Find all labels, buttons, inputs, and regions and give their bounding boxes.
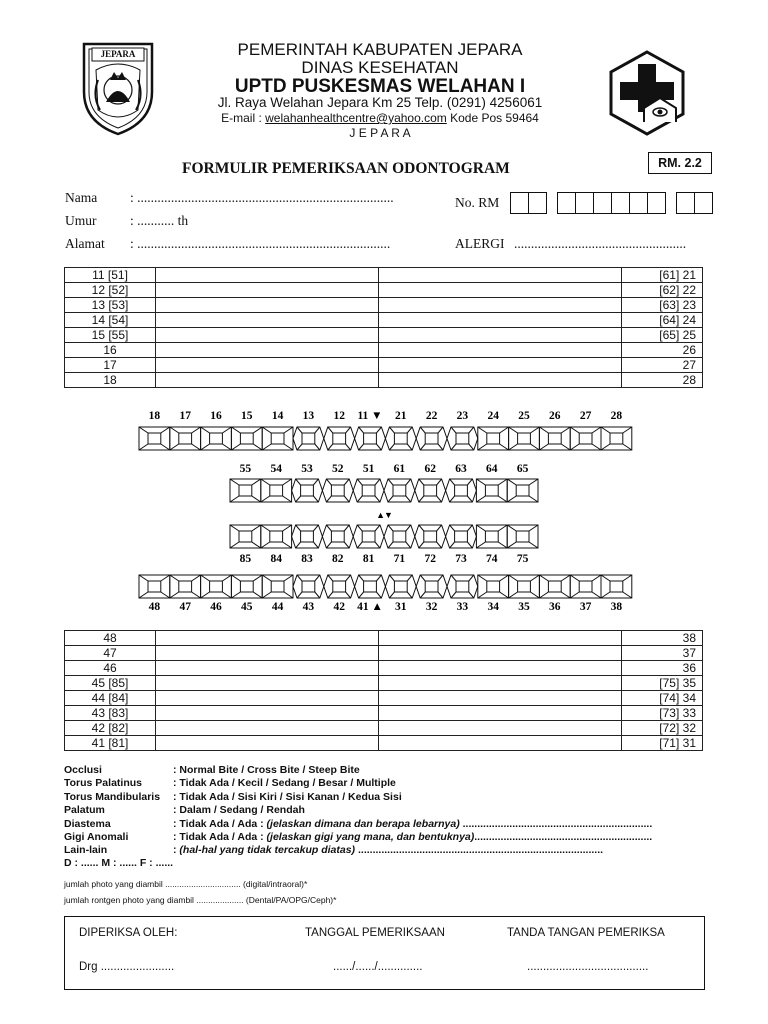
tooth-notes-left[interactable] bbox=[156, 646, 379, 661]
form-title: FORMULIR PEMERIKSAAN ODONTOGRAM bbox=[182, 160, 510, 177]
tooth-diagram[interactable] bbox=[478, 427, 509, 450]
tooth-diagram[interactable] bbox=[447, 575, 478, 598]
tooth-notes-left[interactable] bbox=[156, 676, 379, 691]
tooth-label: 17 bbox=[179, 410, 191, 422]
tooth-notes-left[interactable] bbox=[156, 283, 379, 298]
tooth-diagram[interactable] bbox=[476, 479, 507, 502]
tooth-label: 82 bbox=[332, 553, 344, 565]
tooth-number-left: 14 [54] bbox=[65, 313, 156, 328]
tooth-notes-left[interactable] bbox=[156, 343, 379, 358]
tooth-notes-left[interactable] bbox=[156, 721, 379, 736]
norm-box[interactable] bbox=[510, 192, 529, 214]
tooth-diagram[interactable] bbox=[385, 427, 416, 450]
table-row bbox=[65, 676, 703, 691]
tooth-label: 36 bbox=[549, 601, 561, 613]
tooth-diagram[interactable] bbox=[322, 479, 353, 502]
tooth-label: 23 bbox=[456, 410, 469, 422]
tooth-number-left: 43 [83] bbox=[65, 706, 156, 721]
table-row bbox=[65, 268, 703, 283]
tooth-diagram[interactable] bbox=[355, 427, 386, 450]
tooth-diagram[interactable] bbox=[509, 575, 540, 598]
center-arrows: ▲▼ bbox=[376, 510, 392, 520]
tooth-number-right: [65] 25 bbox=[622, 328, 703, 343]
tooth-diagram[interactable] bbox=[384, 479, 415, 502]
tooth-label: 75 bbox=[516, 553, 529, 565]
tooth-label: 28 bbox=[610, 410, 623, 422]
tooth-diagram[interactable] bbox=[415, 525, 446, 548]
tooth-diagram[interactable] bbox=[230, 479, 261, 502]
tooth-diagram[interactable] bbox=[476, 525, 507, 548]
tooth-label: 26 bbox=[549, 410, 561, 422]
norm-box[interactable] bbox=[647, 192, 666, 214]
table-row bbox=[65, 328, 703, 343]
tooth-diagram[interactable] bbox=[201, 575, 232, 598]
signature-label: TANDA TANGAN PEMERIKSA bbox=[507, 927, 665, 939]
tooth-number-right: 37 bbox=[622, 646, 703, 661]
tooth-number-left: 44 [84] bbox=[65, 691, 156, 706]
logo-text: JEPARA bbox=[100, 49, 136, 59]
tooth-diagram[interactable] bbox=[170, 575, 201, 598]
tooth-diagram[interactable] bbox=[293, 427, 324, 450]
table-row bbox=[65, 736, 703, 751]
tooth-number-left: 12 [52] bbox=[65, 283, 156, 298]
tooth-notes-right[interactable] bbox=[379, 676, 622, 691]
norm-label: No. RM bbox=[455, 195, 500, 210]
tooth-number-right: [62] 22 bbox=[622, 283, 703, 298]
tooth-notes-right[interactable] bbox=[379, 343, 622, 358]
table-row bbox=[65, 706, 703, 721]
exam-row bbox=[64, 844, 652, 857]
tooth-notes-right[interactable] bbox=[379, 298, 622, 313]
tooth-diagram[interactable] bbox=[261, 479, 292, 502]
exam-row bbox=[64, 818, 652, 831]
header-address: Jl. Raya Welahan Jepara Km 25 Telp. (0291) 4256061 bbox=[217, 95, 543, 110]
signature-box bbox=[64, 916, 705, 990]
header-contact bbox=[150, 111, 610, 125]
rontgen-count-line[interactable]: jumlah rontgen photo yang diambil .................... (Dental/PA/OPG/Ceph)* bbox=[64, 895, 337, 905]
tooth-label: 21 bbox=[395, 410, 407, 422]
tooth-number-left: 45 [85] bbox=[65, 676, 156, 691]
tooth-diagram[interactable] bbox=[324, 427, 355, 450]
nama-field[interactable]: : ............................................................................ bbox=[130, 190, 394, 205]
tooth-diagram[interactable] bbox=[509, 427, 540, 450]
tooth-diagram[interactable] bbox=[139, 427, 170, 450]
norm-box[interactable] bbox=[593, 192, 612, 214]
table-row bbox=[65, 283, 703, 298]
exam-value[interactable]: : Tidak Ada / Ada : (jelaskan dimana dan berapa lebarnya) ................................................................. bbox=[173, 817, 653, 830]
umur-field[interactable]: : ........... th bbox=[130, 213, 189, 228]
tooth-diagram[interactable] bbox=[324, 575, 355, 598]
tooth-label: 18 bbox=[148, 410, 161, 422]
tooth-notes-right[interactable] bbox=[379, 268, 622, 283]
tooth-notes-left[interactable] bbox=[156, 691, 379, 706]
norm-box[interactable] bbox=[557, 192, 576, 214]
exam-value[interactable]: : (hal-hal yang tidak tercakup diatas) .................................................................................... bbox=[173, 844, 604, 857]
tooth-diagram[interactable] bbox=[507, 479, 538, 502]
tooth-label: 11 ▼ bbox=[357, 410, 383, 422]
tooth-number-right: 26 bbox=[622, 343, 703, 358]
exam-value[interactable]: : Tidak Ada / Sisi Kiri / Sisi Kanan / Kedua Sisi bbox=[173, 790, 402, 803]
tooth-diagram[interactable] bbox=[292, 479, 323, 502]
tooth-notes-right[interactable] bbox=[379, 721, 622, 736]
exam-date-field[interactable]: ....../....../.............. bbox=[333, 961, 423, 973]
tooth-diagram[interactable] bbox=[539, 575, 570, 598]
tooth-number-left: 11 [51] bbox=[65, 268, 156, 283]
tooth-label: 32 bbox=[425, 601, 438, 613]
tooth-label: 55 bbox=[239, 463, 252, 475]
tooth-number-left: 41 [81] bbox=[65, 736, 156, 751]
table-row bbox=[65, 661, 703, 676]
tooth-notes-left[interactable] bbox=[156, 358, 379, 373]
tooth-notes-right[interactable] bbox=[379, 646, 622, 661]
tooth-label: 54 bbox=[270, 463, 282, 475]
tooth-label: 27 bbox=[579, 410, 592, 422]
exam-value[interactable]: : Tidak Ada / Ada : (jelaskan gigi yang mana, dan bentuknya)............................................................. bbox=[173, 831, 653, 844]
umur-label: Umur bbox=[65, 213, 97, 228]
alamat-label: Alamat bbox=[65, 236, 105, 251]
tooth-diagram[interactable] bbox=[262, 575, 293, 598]
header-institution: UPTD PUSKESMAS WELAHAN I bbox=[234, 76, 526, 97]
tooth-label: 72 bbox=[424, 553, 436, 565]
tooth-label: 65 bbox=[516, 463, 529, 475]
tooth-number-right: [64] 24 bbox=[622, 313, 703, 328]
exam-label: Diastema bbox=[64, 817, 111, 830]
alamat-field[interactable]: : ........................................................................... bbox=[130, 236, 391, 251]
tooth-number-left: 15 [55] bbox=[65, 328, 156, 343]
jepara-logo bbox=[80, 40, 156, 136]
tooth-number-left: 17 bbox=[65, 358, 156, 373]
tooth-label: 52 bbox=[332, 463, 344, 475]
tooth-diagram[interactable] bbox=[139, 575, 170, 598]
tooth-diagram[interactable] bbox=[293, 575, 324, 598]
tooth-diagram[interactable] bbox=[231, 427, 262, 450]
tooth-notes-right[interactable] bbox=[379, 691, 622, 706]
table-row bbox=[65, 343, 703, 358]
table-row bbox=[65, 721, 703, 736]
tooth-diagram[interactable] bbox=[353, 525, 384, 548]
tooth-label: 62 bbox=[424, 463, 436, 475]
photo-count-line[interactable]: jumlah photo yang diambil ................................ (digital/intraoral)* bbox=[64, 879, 308, 889]
tooth-label: 33 bbox=[456, 601, 469, 613]
tooth-diagram[interactable] bbox=[261, 525, 292, 548]
tooth-label: 84 bbox=[270, 553, 282, 565]
tooth-number-right: [63] 23 bbox=[622, 298, 703, 313]
tooth-notes-right[interactable] bbox=[379, 328, 622, 343]
tooth-diagram[interactable] bbox=[601, 575, 632, 598]
tooth-label: 47 bbox=[179, 601, 191, 613]
tooth-notes-right[interactable] bbox=[379, 706, 622, 721]
exam-label: Gigi Anomali bbox=[64, 831, 129, 844]
table-row bbox=[65, 646, 703, 661]
tooth-number-left: 46 bbox=[65, 661, 156, 676]
alergi-label: ALERGI bbox=[455, 236, 505, 251]
tooth-notes-left[interactable] bbox=[156, 373, 379, 388]
tooth-label: 45 bbox=[241, 601, 253, 613]
tooth-label: 46 bbox=[210, 601, 222, 613]
tooth-label: 24 bbox=[487, 410, 499, 422]
upper-teeth-table bbox=[64, 267, 703, 388]
tooth-label: 48 bbox=[148, 601, 161, 613]
email-label: E-mail : bbox=[221, 111, 266, 125]
tooth-diagram[interactable] bbox=[231, 575, 262, 598]
exam-label: Torus Mandibularis bbox=[64, 790, 161, 803]
tooth-diagram[interactable] bbox=[570, 575, 601, 598]
tooth-label: 64 bbox=[486, 463, 498, 475]
tooth-label: 81 bbox=[362, 553, 375, 565]
tooth-diagram[interactable] bbox=[570, 427, 601, 450]
tooth-label: 83 bbox=[301, 553, 313, 565]
tooth-notes-left[interactable] bbox=[156, 328, 379, 343]
tooth-notes-right[interactable] bbox=[379, 313, 622, 328]
tooth-label: 14 bbox=[271, 410, 284, 422]
tooth-number-right: 28 bbox=[622, 373, 703, 388]
exam-section bbox=[64, 764, 652, 858]
odontogram-chart bbox=[0, 405, 768, 620]
tooth-diagram[interactable] bbox=[170, 427, 201, 450]
dmf-line[interactable]: D : ...... M : ...... F : ...... bbox=[64, 857, 174, 869]
tooth-number-right: [74] 34 bbox=[622, 691, 703, 706]
tooth-diagram[interactable] bbox=[601, 427, 632, 450]
tooth-number-left: 42 [82] bbox=[65, 721, 156, 736]
tooth-number-right: [75] 35 bbox=[622, 676, 703, 691]
header-department: DINAS KESEHATAN bbox=[301, 58, 459, 77]
form-code-box: RM. 2.2 bbox=[648, 152, 712, 174]
tooth-diagram[interactable] bbox=[415, 479, 446, 502]
table-row bbox=[65, 298, 703, 313]
tooth-notes-left[interactable] bbox=[156, 661, 379, 676]
tooth-label: 13 bbox=[302, 410, 315, 422]
norm-box[interactable] bbox=[629, 192, 648, 214]
exam-date-label: TANGGAL PEMERIKSAAN bbox=[305, 927, 445, 939]
exam-value[interactable]: : Dalam / Sedang / Rendah bbox=[173, 804, 305, 817]
tooth-notes-right[interactable] bbox=[379, 661, 622, 676]
exam-row bbox=[64, 804, 652, 817]
exam-row bbox=[64, 764, 652, 777]
tooth-notes-left[interactable] bbox=[156, 313, 379, 328]
header-city: J E P A R A bbox=[349, 126, 411, 140]
tooth-diagram[interactable] bbox=[507, 525, 538, 548]
tooth-label: 38 bbox=[610, 601, 623, 613]
table-row bbox=[65, 313, 703, 328]
nama-label: Nama bbox=[65, 190, 98, 205]
tooth-diagram[interactable] bbox=[446, 525, 477, 548]
table-row bbox=[65, 358, 703, 373]
tooth-diagram[interactable] bbox=[539, 427, 570, 450]
table-row bbox=[65, 373, 703, 388]
tooth-label: 12 bbox=[333, 410, 345, 422]
signature-field[interactable]: ...................................... bbox=[527, 961, 649, 973]
tooth-label: 34 bbox=[487, 601, 499, 613]
alergi-field[interactable]: ................................................... bbox=[514, 236, 687, 251]
tooth-diagram[interactable] bbox=[446, 479, 477, 502]
tooth-label: 51 bbox=[362, 463, 375, 475]
norm-box[interactable] bbox=[575, 192, 594, 214]
tooth-label: 53 bbox=[301, 463, 313, 475]
tooth-diagram[interactable] bbox=[262, 427, 293, 450]
tooth-diagram[interactable] bbox=[385, 575, 416, 598]
exam-label: Lain-lain bbox=[64, 844, 108, 857]
lower-teeth-table bbox=[64, 630, 703, 751]
tooth-label: 71 bbox=[393, 553, 406, 565]
tooth-label: 44 bbox=[271, 601, 284, 613]
puskesmas-logo bbox=[608, 50, 686, 136]
exam-row bbox=[64, 777, 652, 790]
tooth-number-right: [61] 21 bbox=[622, 268, 703, 283]
tooth-notes-right[interactable] bbox=[379, 631, 622, 646]
tooth-number-left: 48 bbox=[65, 631, 156, 646]
tooth-label: 22 bbox=[425, 410, 438, 422]
header-government: PEMERINTAH KABUPATEN JEPARA bbox=[237, 40, 523, 59]
tooth-number-right: [73] 33 bbox=[622, 706, 703, 721]
tooth-label: 15 bbox=[241, 410, 253, 422]
exam-row bbox=[64, 831, 652, 844]
tooth-label: 73 bbox=[455, 553, 467, 565]
tooth-number-left: 18 bbox=[65, 373, 156, 388]
table-row bbox=[65, 631, 703, 646]
tooth-diagram[interactable] bbox=[416, 427, 447, 450]
tooth-diagram[interactable] bbox=[416, 575, 447, 598]
tooth-diagram[interactable] bbox=[292, 525, 323, 548]
norm-box[interactable] bbox=[694, 192, 713, 214]
tooth-notes-right[interactable] bbox=[379, 283, 622, 298]
tooth-label: 41 ▲ bbox=[357, 601, 383, 613]
tooth-number-right: 38 bbox=[622, 631, 703, 646]
tooth-diagram[interactable] bbox=[322, 525, 353, 548]
tooth-notes-left[interactable] bbox=[156, 736, 379, 751]
tooth-label: 42 bbox=[333, 601, 345, 613]
examined-by-label: DIPERIKSA OLEH: bbox=[79, 927, 178, 939]
tooth-number-left: 47 bbox=[65, 646, 156, 661]
tooth-label: 85 bbox=[239, 553, 252, 565]
norm-box[interactable] bbox=[528, 192, 547, 214]
tooth-notes-left[interactable] bbox=[156, 268, 379, 283]
exam-value[interactable]: : Normal Bite / Cross Bite / Steep Bite bbox=[173, 764, 360, 776]
norm-box[interactable] bbox=[676, 192, 695, 214]
exam-label: Torus Palatinus bbox=[64, 777, 142, 790]
tooth-diagram[interactable] bbox=[355, 575, 386, 598]
tooth-notes-right[interactable] bbox=[379, 358, 622, 373]
tooth-notes-left[interactable] bbox=[156, 706, 379, 721]
tooth-diagram[interactable] bbox=[447, 427, 478, 450]
tooth-number-right: 27 bbox=[622, 358, 703, 373]
postal-code: Kode Pos 59464 bbox=[446, 111, 539, 125]
tooth-number-left: 13 [53] bbox=[65, 298, 156, 313]
norm-box[interactable] bbox=[611, 192, 630, 214]
tooth-diagram[interactable] bbox=[384, 525, 415, 548]
tooth-notes-left[interactable] bbox=[156, 631, 379, 646]
tooth-notes-right[interactable] bbox=[379, 736, 622, 751]
exam-value[interactable]: : Tidak Ada / Kecil / Sedang / Besar / Multiple bbox=[173, 777, 396, 790]
tooth-notes-right[interactable] bbox=[379, 373, 622, 388]
tooth-label: 61 bbox=[393, 463, 406, 475]
tooth-number-left: 16 bbox=[65, 343, 156, 358]
tooth-number-right: [71] 31 bbox=[622, 736, 703, 751]
tooth-label: 35 bbox=[518, 601, 530, 613]
tooth-label: 16 bbox=[210, 410, 222, 422]
exam-row bbox=[64, 791, 652, 804]
tooth-label: 37 bbox=[579, 601, 592, 613]
tooth-number-right: 36 bbox=[622, 661, 703, 676]
tooth-label: 25 bbox=[518, 410, 530, 422]
tooth-notes-left[interactable] bbox=[156, 298, 379, 313]
email-link[interactable]: welahanhealthcentre@yahoo.com bbox=[265, 111, 447, 125]
tooth-label: 31 bbox=[395, 601, 407, 613]
exam-label: Palatum bbox=[64, 804, 105, 817]
tooth-diagram[interactable] bbox=[478, 575, 509, 598]
tooth-diagram[interactable] bbox=[201, 427, 232, 450]
tooth-label: 74 bbox=[486, 553, 498, 565]
tooth-number-right: [72] 32 bbox=[622, 721, 703, 736]
table-row bbox=[65, 691, 703, 706]
drg-field[interactable]: Drg ....................... bbox=[79, 961, 175, 973]
tooth-diagram[interactable] bbox=[353, 479, 384, 502]
tooth-label: 63 bbox=[455, 463, 467, 475]
tooth-diagram[interactable] bbox=[230, 525, 261, 548]
tooth-label: 43 bbox=[302, 601, 315, 613]
exam-label: Occlusi bbox=[64, 764, 102, 776]
